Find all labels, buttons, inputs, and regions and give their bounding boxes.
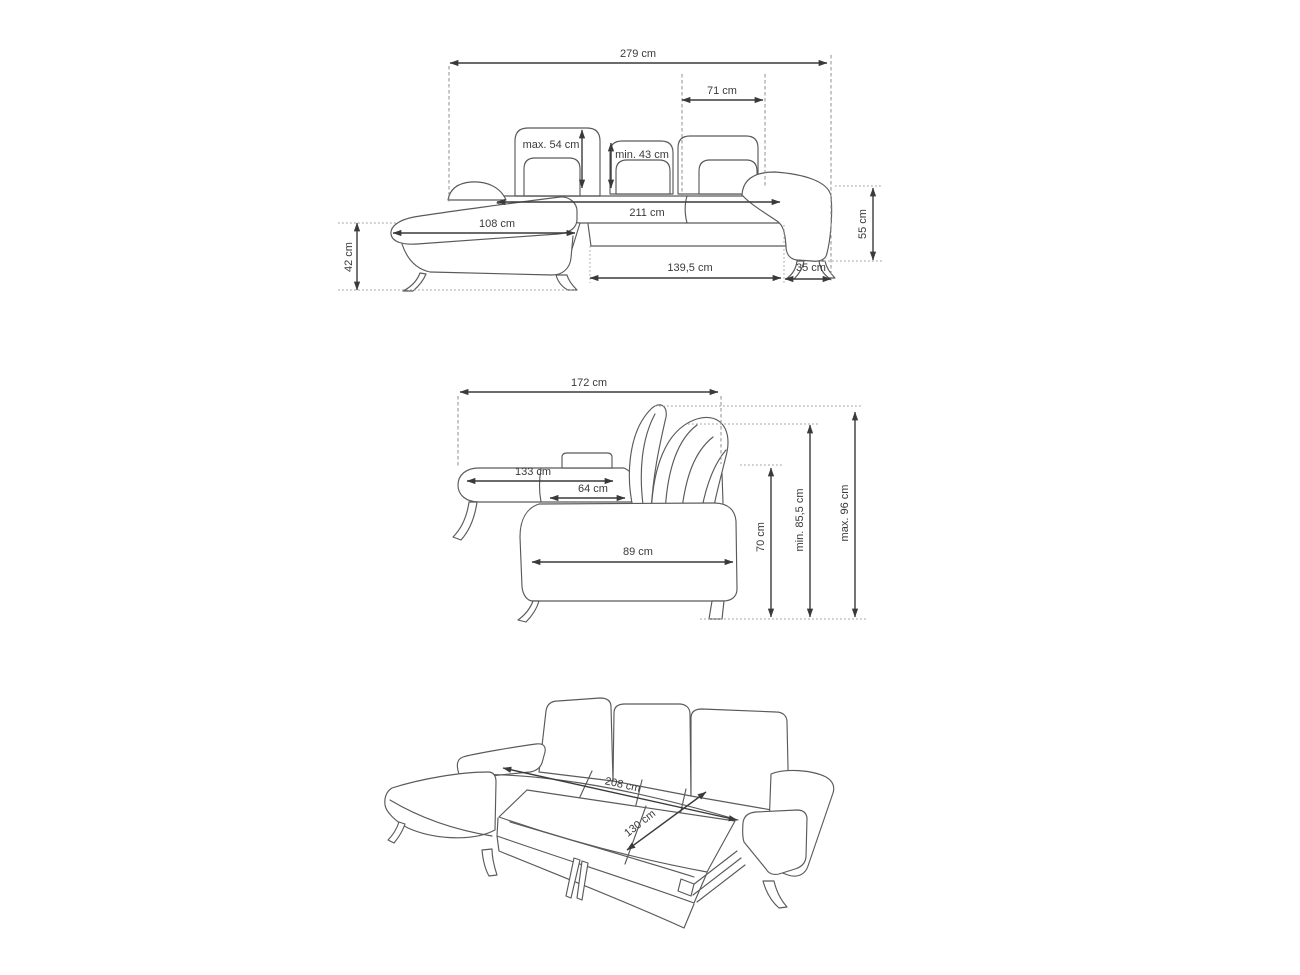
side-view: [453, 377, 868, 622]
rear-leg: [709, 601, 724, 619]
dim-front-headrest-width: [682, 85, 763, 100]
chaise-leg: [388, 822, 405, 843]
rail-bracket: [678, 879, 694, 896]
dim-label: 108 cm: [478, 218, 516, 230]
dim-label: 42 cm: [343, 242, 355, 272]
side-sofa-art: [453, 405, 737, 622]
headrest-middle-pillow: [616, 160, 670, 194]
chaise-leg: [482, 849, 497, 876]
dim-label: 70 cm: [755, 522, 767, 552]
dim-side-armrest-height: [755, 468, 771, 617]
dim-front-chaise-height: [343, 223, 357, 290]
dim-label: 279 cm: [619, 48, 657, 60]
armrest-right-cushion: [743, 810, 807, 874]
dim-label: 35 cm: [796, 262, 826, 274]
armrest-left: [448, 182, 506, 200]
dim-side-total-depth: [460, 377, 718, 392]
dim-label: 130 cm: [622, 807, 659, 840]
dim-front-seat-section: [590, 262, 781, 278]
seat-band-bottom: [591, 223, 786, 246]
chaise-leg-right: [556, 275, 577, 290]
dim-label: 139,5 cm: [667, 262, 713, 274]
armrest-block: [562, 453, 612, 468]
armrest-right: [742, 172, 832, 261]
front-view: [338, 48, 882, 291]
front-leg: [518, 601, 539, 622]
dim-label: 208 cm: [603, 775, 642, 795]
dim-label: 133 cm: [514, 466, 552, 478]
headrest-left-pillow: [524, 158, 580, 196]
dim-label: 89 cm: [623, 546, 653, 558]
dim-front-overall-width: [450, 48, 827, 63]
seat-seam: [685, 196, 687, 223]
dim-label: 64 cm: [578, 483, 608, 495]
armrest-right-leg: [763, 881, 787, 908]
bed-view: [385, 698, 834, 928]
front-sofa-art: [391, 128, 835, 291]
back-cushion-left: [539, 698, 613, 781]
dim-label: max. 96 cm: [839, 484, 851, 542]
dim-label: 71 cm: [707, 85, 737, 97]
dim-label: max. 54 cm: [522, 139, 580, 151]
bed-sofa-art: [385, 698, 834, 928]
dim-label: 55 cm: [857, 209, 869, 239]
dim-label: 211 cm: [629, 207, 665, 219]
chaise-leg-left: [403, 273, 426, 291]
dim-side-backrest-max: [839, 412, 855, 617]
dim-side-backrest-min: [794, 425, 810, 617]
bed-mattress: [499, 790, 735, 872]
dim-label: min. 43 cm: [615, 149, 669, 161]
dim-front-seat-height: [857, 188, 873, 260]
chaise-leg: [453, 502, 477, 540]
dim-label: min. 85,5 cm: [794, 488, 806, 552]
dim-label: 172 cm: [570, 377, 608, 389]
